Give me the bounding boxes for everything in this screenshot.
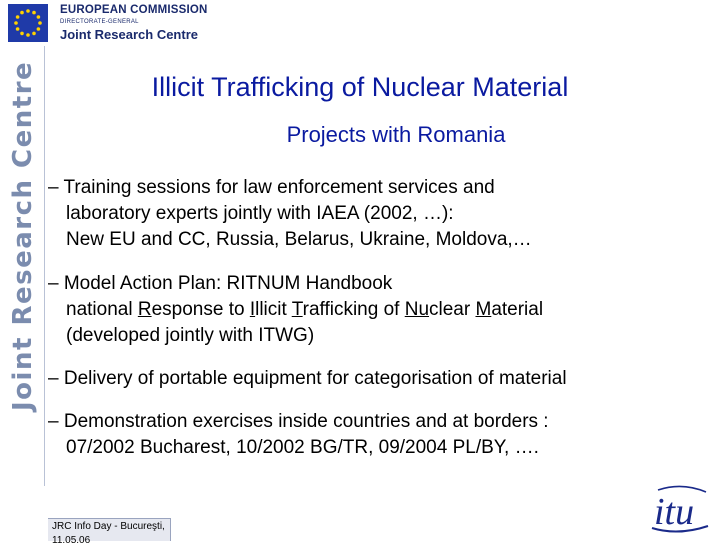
acronym-letter: R bbox=[137, 299, 152, 320]
acronym-letter: Nu bbox=[404, 299, 430, 320]
org-name: EUROPEAN COMMISSION bbox=[60, 4, 208, 16]
bullet-text: laboratory experts jointly with IAEA (2002, …): bbox=[66, 203, 454, 224]
org-centre: Joint Research Centre bbox=[60, 27, 198, 42]
text-part: national bbox=[66, 299, 138, 320]
text-part: llicit bbox=[255, 299, 292, 320]
bullet-text: 07/2002 Bucharest, 10/2002 BG/TR, 09/2004 PL/BY, …. bbox=[66, 437, 539, 458]
text-part: clear bbox=[429, 299, 476, 320]
bullet-text: New EU and CC, Russia, Belarus, Ukraine, Moldova,… bbox=[66, 229, 532, 250]
side-label: Joint Research Centre bbox=[8, 60, 38, 411]
acronym-letter: M bbox=[475, 299, 492, 320]
side-divider bbox=[44, 46, 45, 486]
acronym-letter: I bbox=[249, 299, 256, 320]
eu-flag-icon bbox=[8, 4, 48, 42]
bullet-training bbox=[48, 175, 713, 253]
acronym-letter: T bbox=[291, 299, 303, 320]
bullet-equipment bbox=[48, 366, 713, 392]
bullet-text: – Training sessions for law enforcement services and bbox=[48, 177, 495, 198]
itu-logo-icon bbox=[648, 478, 714, 538]
org-directorate: DIRECTORATE-GENERAL bbox=[60, 19, 139, 25]
bullet-text: – Demonstration exercises inside countries and at borders : bbox=[48, 411, 549, 432]
footer-date: 11.05.06 bbox=[52, 535, 91, 546]
text-part: aterial bbox=[491, 299, 544, 320]
bullet-text: – Delivery of portable equipment for categorisation of material bbox=[48, 368, 567, 389]
bullet-list bbox=[48, 175, 713, 479]
footer-event: JRC Info Day - Bucureşti, bbox=[52, 521, 165, 532]
bullet-text: (developed jointly with ITWG) bbox=[66, 325, 315, 346]
jrc-logo bbox=[8, 4, 208, 44]
bullet-text-acronym bbox=[48, 297, 713, 323]
footer-box bbox=[48, 518, 171, 546]
text-part: rafficking of bbox=[302, 299, 405, 320]
slide-title: Illicit Trafficking of Nuclear Material bbox=[151, 72, 569, 102]
itu-logo-text: itu bbox=[654, 491, 695, 533]
slide-subtitle: Projects with Romania bbox=[286, 122, 506, 147]
bullet-action-plan bbox=[48, 271, 713, 349]
bullet-text: – Model Action Plan: RITNUM Handbook bbox=[48, 273, 393, 294]
bullet-exercises bbox=[48, 409, 713, 461]
text-part: esponse to bbox=[151, 299, 250, 320]
